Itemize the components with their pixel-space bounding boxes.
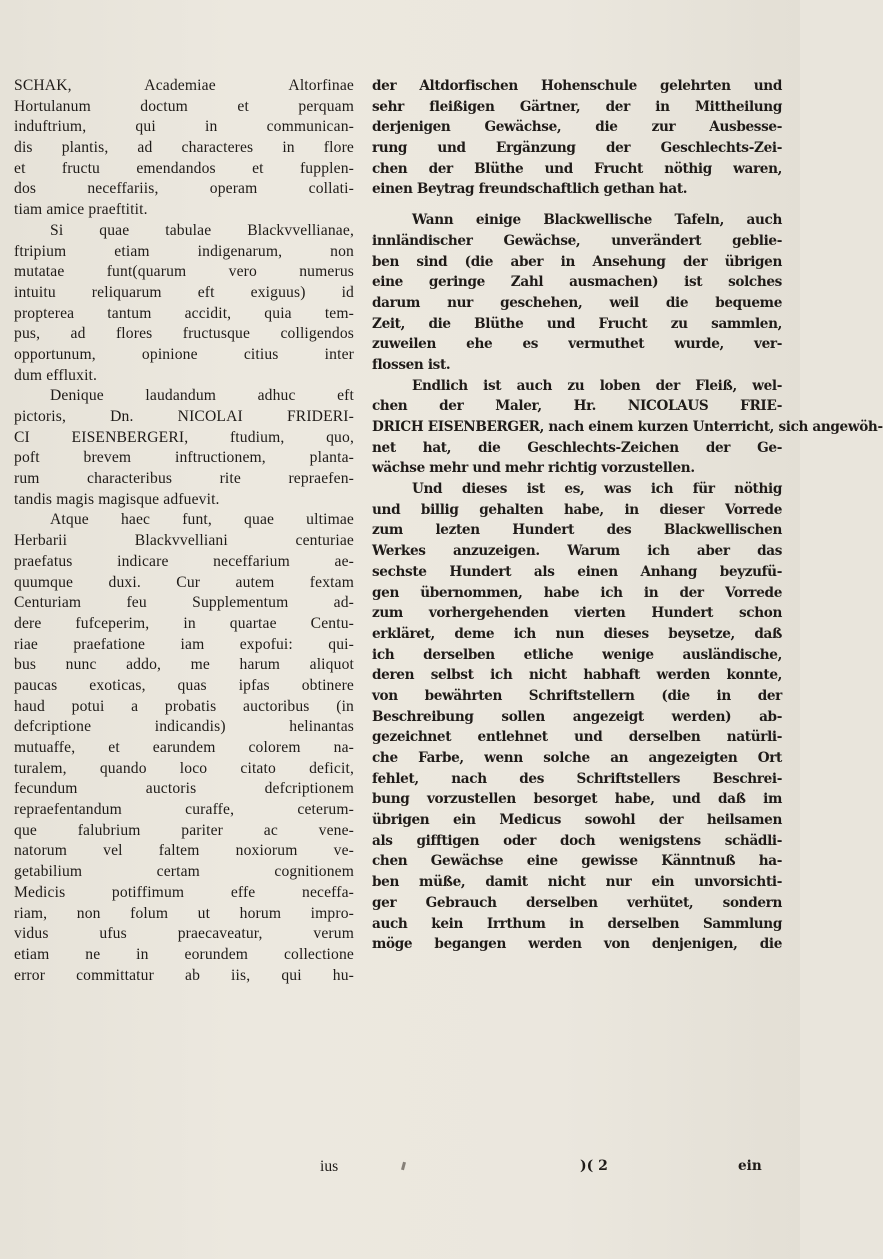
text-line: rum characteribus rite repraefen- — [14, 470, 354, 488]
paragraph-gap — [372, 200, 782, 210]
text-line: net hat, die Geschlechts-Zeichen der Ge- — [372, 439, 782, 456]
text-line: mutuaffe, et earundem colorem na- — [14, 739, 354, 756]
text-line: ben müße, damit nicht nur ein unvorsichti- — [372, 874, 782, 891]
text-line: Hortulanum doctum et perquam — [14, 97, 354, 115]
text-line: que falubrium pariter ac vene- — [14, 821, 354, 839]
text-line: dum effluxit. — [14, 366, 98, 384]
text-line: als gifftigen oder doch wenigstens schädli- — [372, 832, 782, 849]
text-line: natorum vel faltem noxiorum ve- — [14, 842, 354, 860]
text-line: paucas exoticas, quas ipfas obtinere — [14, 676, 354, 694]
german-paragraph-3 — [372, 376, 883, 479]
latin-column — [14, 76, 354, 986]
text-line: etiam ne in eorundem collectione — [14, 945, 354, 963]
text-line: der Altdorfischen Hohenschule gelehrten und — [372, 78, 782, 94]
text-line: zum vorhergehenden vierten Hundert schon — [372, 605, 782, 622]
text-line: quumque duxi. Cur autem fextam — [14, 573, 354, 591]
text-line: ich derselben etliche wenige ausländische, — [372, 646, 782, 663]
text-line: derjenigen Gewächse, die zur Ausbesse- — [372, 119, 782, 136]
text-line: Wann einige Blackwellische Tafeln, auch — [412, 212, 782, 229]
text-line: intuitu reliquarum eft exiguus) id — [14, 283, 354, 301]
text-line: induftrium, qui in communican- — [14, 118, 354, 136]
page-footer — [0, 1158, 800, 1182]
text-line: tandis magis magisque adfuevit. — [14, 490, 220, 508]
latin-paragraph-4 — [14, 510, 354, 986]
text-line: sehr fleißigen Gärtner, der in Mittheilung — [372, 98, 782, 115]
text-line: möge begangen werden von denjenigen, die — [372, 936, 782, 953]
text-line: Endlich ist auch zu loben der Fleiß, wel- — [412, 377, 782, 394]
text-line: deren selbst ich nicht habhaft werden konnte, — [372, 667, 782, 684]
text-line: ben sind (die aber in Ansehung der übrigen — [372, 253, 782, 270]
text-line: Medicis potiffimum effe neceffa- — [14, 883, 354, 901]
text-line: poft brevem inftructionem, planta- — [14, 449, 354, 467]
latin-paragraph-3 — [14, 386, 354, 510]
text-line: tiam amice praeftitit. — [14, 201, 148, 219]
text-line: fehlet, nach des Schriftstellers Beschrei- — [372, 770, 782, 787]
text-line: opportunum, opinione citius inter — [14, 345, 354, 363]
german-paragraph-2 — [372, 210, 782, 376]
text-line: mutatae funt(quarum vero numerus — [14, 263, 354, 281]
text-line: Werkes anzuzeigen. Warum ich aber das — [372, 543, 782, 560]
text-line: innländischer Gewächse, unverändert geblie- — [372, 232, 782, 249]
text-line: dis plantis, ad characteres in flore — [14, 139, 354, 157]
latin-paragraph-2 — [14, 221, 354, 387]
text-line: SCHAK, Academiae Altorfinae — [14, 77, 354, 94]
text-line: Si quae tabulae Blackvvellianae, — [50, 221, 354, 239]
text-line: dere fufceperim, in quartae Centu- — [14, 614, 354, 632]
text-line: Und dieses ist es, was ich für nöthig — [412, 481, 782, 498]
text-line: wächse mehr und mehr richtig vorzustellen. — [372, 460, 695, 477]
text-line: Beschreibung sollen angezeigt werden) ab- — [372, 708, 782, 725]
text-line: Herbarii Blackvvelliani centuriae — [14, 532, 354, 550]
text-line: chen Gewächse eine gewisse Känntnuß ha- — [372, 853, 782, 870]
latin-catchword: ius — [320, 1158, 339, 1175]
text-line: darum nur geschehen, weil die bequeme — [372, 294, 782, 311]
text-line: einen Beytrag freundschaftlich gethan hat. — [372, 181, 688, 198]
text-line: Centuriam feu Supplementum ad- — [14, 594, 354, 612]
german-column — [372, 76, 883, 955]
text-line: übrigen ein Medicus sowohl der heilsamen — [372, 812, 782, 829]
text-line: Atque haec funt, quae ultimae — [50, 511, 354, 529]
text-line: ftripium etiam indigenarum, non — [14, 242, 354, 260]
text-line: che Farbe, wenn solche an angezeigten Ort — [372, 750, 782, 766]
text-line: propterea tantum accidit, quia tem- — [14, 304, 354, 322]
german-paragraph-1 — [372, 76, 782, 200]
text-line: repraefentandum curaffe, ceterum- — [14, 801, 354, 819]
text-line: chen der Maler, Hr. NICOLAUS FRIE- — [372, 398, 782, 415]
text-line: pus, ad flores fructusque colligendos — [14, 325, 354, 343]
text-line: erkläret, deme ich nun dieses beysetze, daß — [372, 625, 782, 642]
latin-paragraph-1 — [14, 76, 354, 221]
text-line: flossen ist. — [372, 356, 451, 373]
text-line: error committatur ab iis, qui hu- — [14, 966, 354, 984]
text-line: chen der Blüthe und Frucht nöthig waren, — [372, 160, 782, 177]
text-line: rung und Ergänzung der Geschlechts-Zei- — [372, 140, 782, 157]
text-line: turalem, quando loco citato deficit, — [14, 759, 354, 777]
signature-mark: )( 2 — [580, 1158, 608, 1174]
text-line: vidus ufus praecaveatur, verum — [14, 925, 354, 943]
text-line: zum lezten Hundert des Blackwellischen — [372, 522, 782, 539]
text-line: CI EISENBERGERI, ftudium, quo, — [14, 428, 354, 446]
german-catchword: ein — [738, 1158, 762, 1174]
text-line: Zeit, die Blüthe und Frucht zu sammlen, — [372, 315, 782, 332]
text-line: riam, non folum ut horum impro- — [14, 904, 354, 922]
ink-mark — [401, 1162, 406, 1171]
text-line: gezeichnet entlehnet und derselben natürli- — [372, 729, 782, 746]
text-line: und billig gehalten habe, in dieser Vorrede — [372, 501, 782, 518]
text-line: haud potui a probatis auctoribus (in — [14, 697, 354, 715]
text-line: pictoris, Dn. NICOLAI FRIDERI- — [14, 408, 354, 425]
text-line: sechste Hundert als einen Anhang beyzufü- — [372, 563, 782, 580]
text-line: dos neceffariis, operam collati- — [14, 180, 354, 198]
text-line: ger Gebrauch derselben verhütet, sondern — [372, 894, 782, 911]
text-line: getabilium certam cognitionem — [14, 863, 354, 881]
text-line: bus nunc addo, me harum aliquot — [14, 656, 354, 674]
text-line: auch kein Irrthum in derselben Sammlung — [372, 915, 782, 932]
text-line: praefatus indicare neceffarium ae- — [14, 552, 354, 570]
text-line: eine geringe Zahl ausmachen) ist solches — [372, 274, 782, 291]
text-line: zuweilen ehe es vermuthet wurde, ver- — [372, 336, 782, 353]
text-line: defcriptione indicandis) helinantas — [14, 718, 354, 736]
german-paragraph-4 — [372, 479, 782, 955]
text-line: riae praefatione iam expofui: qui- — [14, 635, 354, 653]
text-line: DRICH EISENBERGER, nach einem kurzen Unterricht, sich angewöh- — [372, 419, 883, 435]
text-line: Denique laudandum adhuc eft — [50, 387, 354, 405]
text-line: von bewährten Schriftstellern (die in der — [372, 687, 782, 704]
text-line: fecundum auctoris defcriptionem — [14, 780, 354, 798]
text-line: bung vorzustellen besorget habe, und daß im — [372, 791, 782, 808]
text-line: et fructu emendandos et fupplen- — [14, 159, 354, 177]
text-line: gen übernommen, habe ich in der Vorrede — [372, 584, 782, 601]
